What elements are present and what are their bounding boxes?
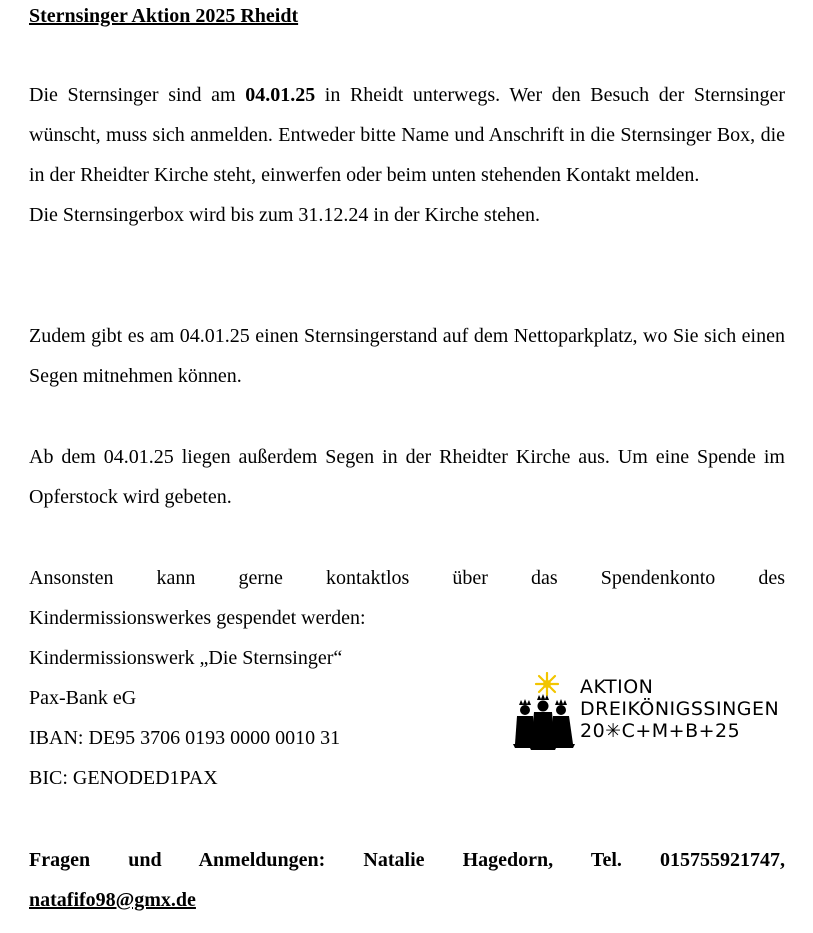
visit-date: 04.01.25 — [245, 84, 316, 106]
contact-email-link[interactable]: natafifo98@gmx.de — [29, 889, 196, 911]
box-availability-line: Die Sternsingerbox wird bis zum 31.12.24 in der Kirche stehen. — [29, 204, 541, 226]
logo-text — [580, 676, 779, 742]
star-icon — [536, 673, 558, 695]
paragraph-visit-info — [29, 75, 785, 235]
aktion-dreikoenigssingen-logo — [511, 672, 781, 752]
donation-bic: BIC: GENODED1PAX — [29, 767, 218, 789]
donation-recipient: Kindermissionswerk „Die Sternsinger“ — [29, 647, 343, 669]
donation-intro-line1: Ansonsten kann gerne kontaktlos über das Spendenkonto des — [29, 567, 785, 589]
donation-bank: Pax-Bank eG — [29, 687, 137, 709]
visit-text-post: in Rheidt unterwegs. Wer den Besuch der Sternsinger wünscht, muss sich anmelden. Entweder bitte Name und Anschrift in die Sternsinger Box, die in der Rheidter Kirche steht, einwerfen oder beim unten stehenden Kontakt melden. — [29, 84, 785, 186]
contact-line: Fragen und Anmeldungen: Natalie Hagedorn, Tel. 015755921747, — [29, 849, 785, 871]
logo-line-year: 20✳C+M+B+25 — [580, 720, 741, 742]
paragraph-stand-info: Zudem gibt es am 04.01.25 einen Sternsingerstand auf dem Nettoparkplatz, wo Sie sich einen Segen mitnehmen können. — [29, 325, 785, 387]
donation-intro-line2: Kindermissionswerkes gespendet werden: — [29, 607, 366, 629]
three-kings-icon — [511, 672, 579, 752]
logo-line-dreikoenigssingen: DREIKÖNIGSSINGEN — [580, 698, 780, 720]
page-title: Sternsinger Aktion 2025 Rheidt — [29, 5, 299, 27]
donation-iban: IBAN: DE95 3706 0193 0000 0010 31 — [29, 727, 341, 749]
contact-section — [29, 840, 785, 920]
paragraph-blessing-info: Ab dem 04.01.25 liegen außerdem Segen in der Rheidter Kirche aus. Um eine Spende im Opferstock wird gebeten. — [29, 446, 785, 508]
logo-line-aktion: AKTION — [580, 676, 654, 698]
visit-text-pre: Die Sternsinger sind am — [29, 84, 246, 106]
